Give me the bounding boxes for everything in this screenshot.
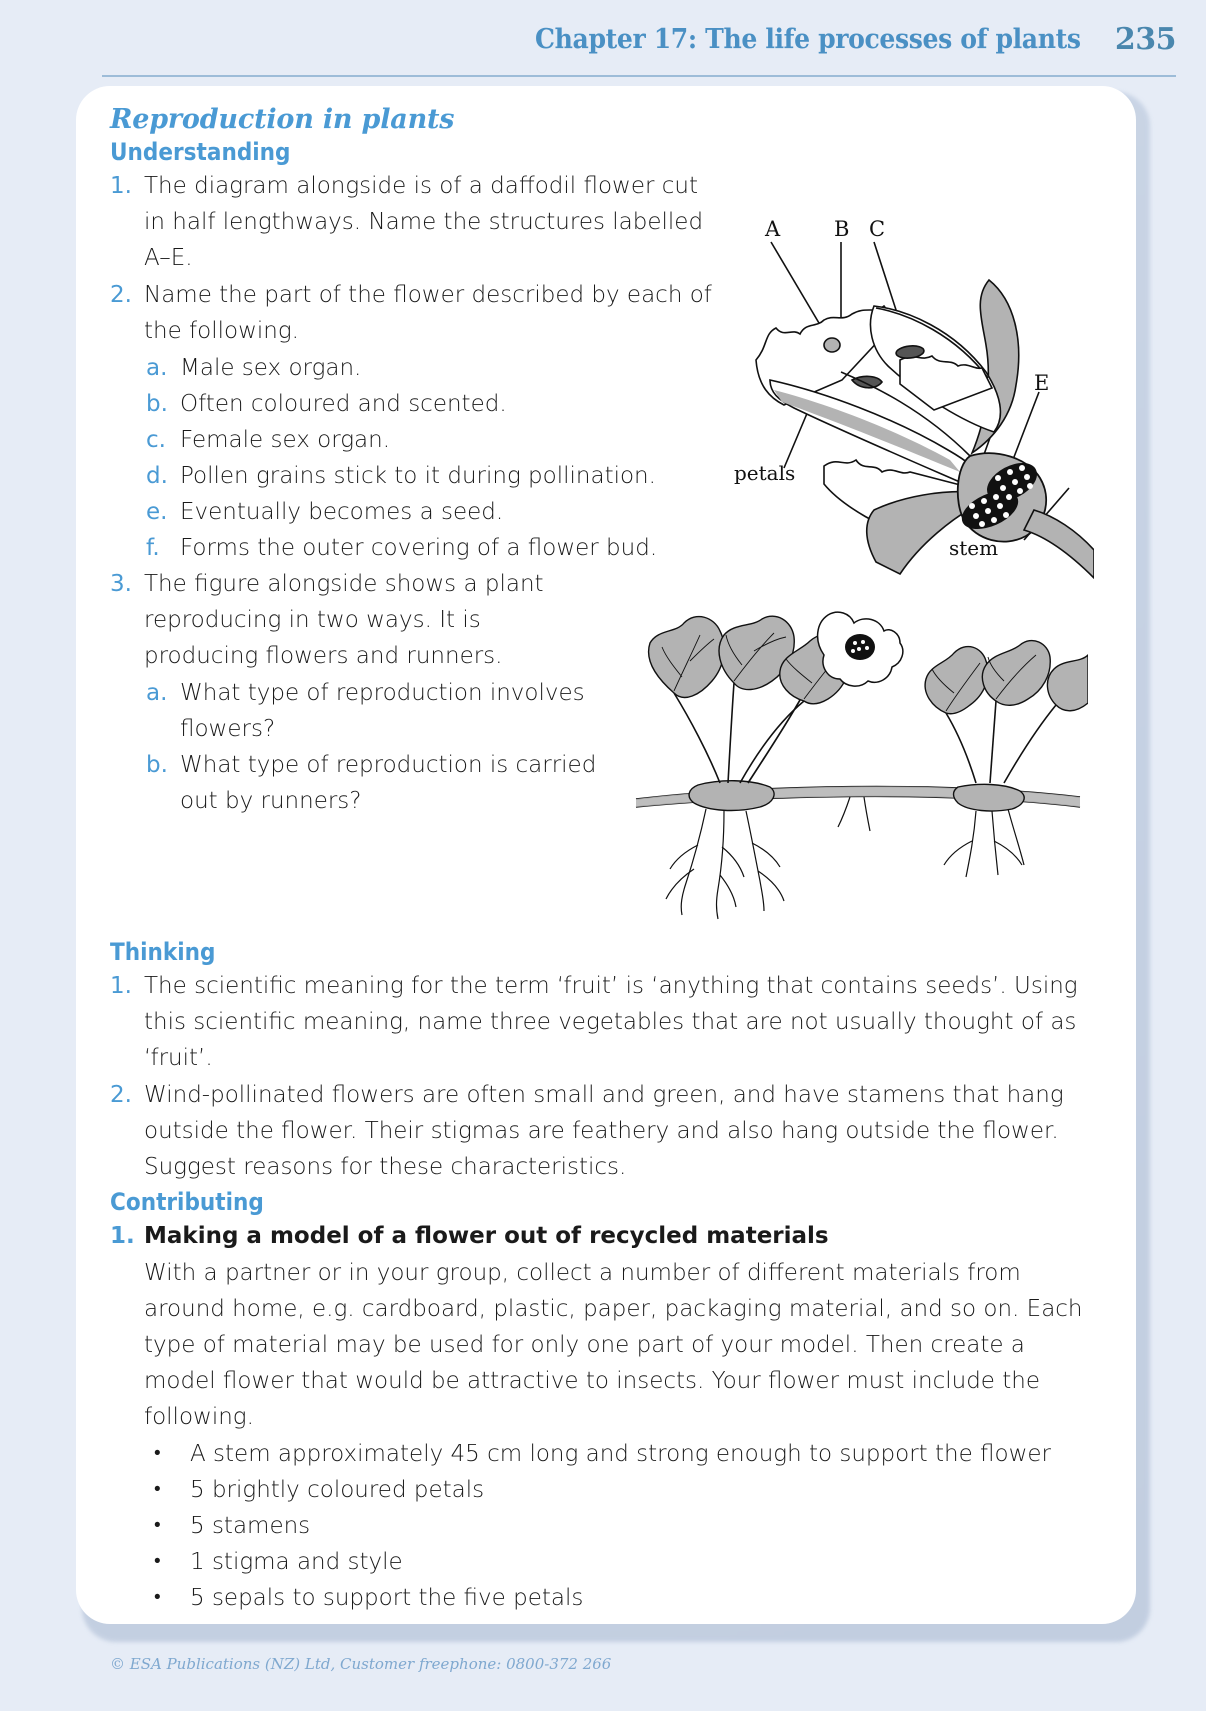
label-stem: stem [949, 536, 999, 560]
understanding-heading: Understanding [110, 138, 291, 166]
question-text: The scientific meaning for the term ‘fruit’ is ‘anything that contains seeds’. Using this scientific meaning, name three vegetables that are not usually thought of as ‘fruit’. [144, 973, 1078, 1071]
question-item [110, 968, 1102, 1076]
list-item [154, 1580, 1102, 1616]
thinking-list [110, 968, 1102, 1185]
bullet-icon: • [154, 1515, 161, 1536]
bullet-icon: • [154, 1479, 161, 1500]
sub-question-text: Pollen grains stick to it during pollination. [180, 463, 656, 489]
contributing-item-number: 1. [110, 1223, 135, 1249]
label-A: A [765, 217, 781, 241]
question-number: 1. [110, 973, 132, 999]
question-number: 2. [110, 1082, 132, 1108]
question-text: Wind-pollinated flowers are often small and green, and have stamens that hang outside the flower. Their stigmas are feathery and also hang outside the flower. Suggest reasons for these characteristics. [144, 1082, 1064, 1180]
bullet-icon: • [154, 1443, 161, 1464]
sub-question-text: Female sex organ. [180, 427, 391, 453]
contributing-item-body: With a partner or in your group, collect a number of different materials from around home, e.g. cardboard, plastic, paper, packaging material, and so on. Each type of material may be used for only one part of your model. Then create a model flower that would be attractive to insects. Your flower must include the following. [144, 1260, 1083, 1430]
label-C: C [869, 217, 886, 241]
label-petals: petals [734, 461, 796, 485]
sub-question-letter: f. [146, 535, 160, 561]
bullet-icon: • [154, 1587, 161, 1608]
list-item [154, 1508, 1102, 1544]
question-number: 3. [110, 571, 132, 597]
sub-question-letter: e. [146, 499, 168, 525]
sub-question-letter: b. [146, 752, 168, 778]
contributing-item-title: Making a model of a flower out of recycled materials [144, 1223, 829, 1249]
bullet-text: 5 stamens [190, 1513, 311, 1539]
thinking-heading: Thinking [110, 938, 216, 966]
sub-question-letter: a. [146, 355, 168, 381]
sub-question-text: Eventually becomes a seed. [180, 499, 504, 525]
list-item [154, 1436, 1102, 1472]
sub-question-text: Often coloured and scented. [180, 391, 507, 417]
label-E: E [1034, 371, 1050, 395]
sub-question-text: What type of reproduction involves flowers? [180, 680, 585, 742]
question-item [110, 1077, 1102, 1185]
page-header [0, 0, 1206, 78]
sub-question-text: Forms the outer covering of a flower bud. [180, 535, 658, 561]
question-text: The figure alongside shows a plant reproducing in two ways. It is producing flowers and runners. [144, 571, 544, 669]
page-number: 235 [1114, 21, 1176, 57]
sub-question-text: What type of reproduction is carried out by runners? [180, 752, 597, 814]
bullet-icon: • [154, 1551, 161, 1572]
bullet-text: 5 brightly coloured petals [190, 1477, 485, 1503]
page-content [76, 86, 1136, 1624]
list-item [154, 1544, 1102, 1580]
contributing-item-body-row [110, 1255, 1102, 1435]
question-text: The diagram alongside is of a daffodil flower cut in half lengthways. Name the structures labelled A–E. [144, 173, 704, 271]
question-text: Name the part of the flower described by each of the following. [144, 282, 712, 344]
flower-head [818, 612, 903, 686]
label-B: B [834, 217, 850, 241]
sub-question-letter: c. [146, 427, 166, 453]
footer-copyright: © ESA Publications (NZ) Ltd, Customer freephone: 0800-372 266 [110, 1655, 612, 1673]
bullet-text: A stem approximately 45 cm long and strong enough to support the flower [190, 1441, 1052, 1467]
page-title: Reproduction in plants [110, 104, 455, 135]
question-number: 2. [110, 282, 132, 308]
sub-question-text: Male sex organ. [180, 355, 362, 381]
contributing-heading: Contributing [110, 1188, 264, 1216]
runner-plant-diagram [628, 593, 1088, 933]
sub-question-letter: b. [146, 391, 168, 417]
bullet-text: 1 stigma and style [190, 1549, 403, 1575]
content-card [76, 86, 1136, 1624]
bullet-text: 5 sepals to support the five petals [190, 1585, 584, 1611]
header-divider [102, 75, 1176, 77]
contributing-item-title-row [110, 1218, 1102, 1254]
question-number: 1. [110, 173, 132, 199]
chapter-title: Chapter 17: The life processes of plants [535, 23, 1081, 55]
daffodil-flower-diagram [724, 210, 1094, 590]
sub-question-letter: a. [146, 680, 168, 706]
sub-question-letter: d. [146, 463, 168, 489]
contributing-bullet-list [110, 1436, 1102, 1616]
list-item [154, 1472, 1102, 1508]
